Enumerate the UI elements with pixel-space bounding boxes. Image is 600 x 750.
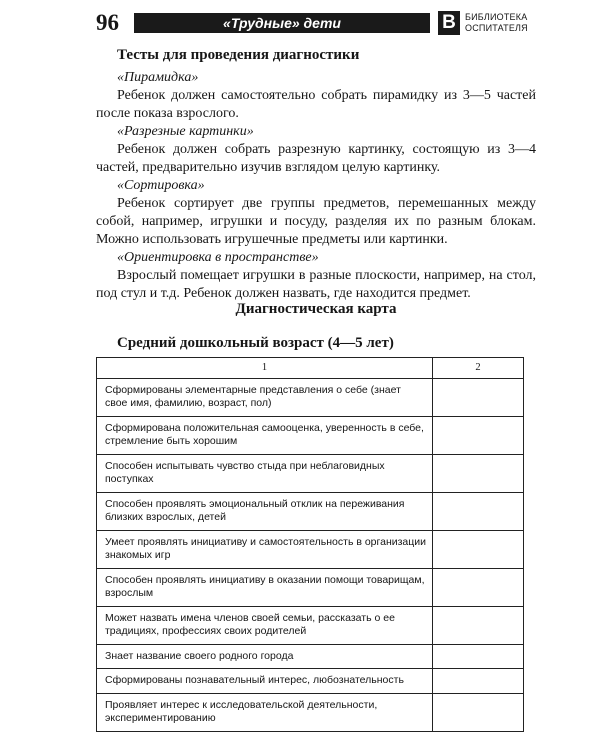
score-cell [433,568,524,606]
series-logo [438,11,568,35]
series-logo-line-1: БИБЛИОТЕКА [465,12,528,22]
table-row [97,492,524,530]
series-logo-letter: В [438,11,460,35]
test-description: Ребенок должен самостоятельно собрать пирамидку из 3—5 частей после показа взрослого. [96,88,536,121]
table-row [97,568,524,606]
table-row [97,454,524,492]
criterion-cell: Проявляет интерес к исследовательской деятельности, экспериментированию [97,693,433,731]
criterion-cell: Сформированы познавательный интерес, любознательность [97,669,433,694]
test-name: «Сортировка» [117,178,205,193]
score-cell [433,416,524,454]
table-row [97,530,524,568]
criterion-cell: Умеет проявлять инициативу и самостоятельность в организации знакомых игр [97,530,433,568]
criterion-cell: Может назвать имена членов своей семьи, рассказать о ее традициях, профессиях своих родителей [97,606,433,644]
running-title-banner: «Трудные» дети [134,13,430,33]
table-header-row [97,358,524,379]
diagnostic-table [96,357,524,732]
page-number: 96 [96,10,119,35]
criterion-cell: Сформирована положительная самооценка, уверенность в себе, стремление быть хорошим [97,416,433,454]
test-description: Взрослый помещает игрушки в разные плоскости, например, на стол, под стул и т.д. Ребенок должен назвать, где находится предмет. [96,268,536,301]
page-header [96,10,568,36]
table-row [97,669,524,694]
score-cell [433,693,524,731]
score-cell [433,644,524,669]
section-heading: Тесты для проведения диагностики [117,47,360,63]
score-cell [433,530,524,568]
score-cell [433,378,524,416]
table-row [97,416,524,454]
card-heading: Диагностическая карта [235,301,397,317]
age-group-heading: Средний дошкольный возраст (4—5 лет) [117,335,394,351]
table-row [97,644,524,669]
column-header: 1 [97,358,433,379]
table-row [97,378,524,416]
test-name: «Разрезные картинки» [117,124,254,139]
criterion-cell: Сформированы элементарные представления о себе (знает свое имя, фамилию, возраст, пол) [97,378,433,416]
tests-section [96,46,536,303]
score-cell [433,454,524,492]
series-logo-text [465,12,569,34]
test-name: «Ориентировка в пространстве» [117,250,319,265]
test-description: Ребенок должен собрать разрезную картинку, состоящую из 3—4 частей, предварительно изучив взглядом целую картинку. [96,142,536,175]
score-cell [433,669,524,694]
series-logo-line-2: ОСПИТАТЕЛЯ [465,23,528,33]
table-row [97,606,524,644]
column-header: 2 [433,358,524,379]
score-cell [433,606,524,644]
table-row [97,693,524,731]
test-name: «Пирамидка» [117,70,199,85]
criterion-cell: Способен проявлять инициативу в оказании помощи товарищам, взрослым [97,568,433,606]
criterion-cell: Знает название своего родного города [97,644,433,669]
criterion-cell: Способен испытывать чувство стыда при неблаговидных поступках [97,454,433,492]
criterion-cell: Способен проявлять эмоциональный отклик на переживания близких взрослых, детей [97,492,433,530]
test-description: Ребенок сортирует две группы предметов, перемешанных между собой, например, игрушки и посуду, разделяя их по разным блокам. Можно использовать игрушечные предметы или картинки. [96,196,536,247]
score-cell [433,492,524,530]
